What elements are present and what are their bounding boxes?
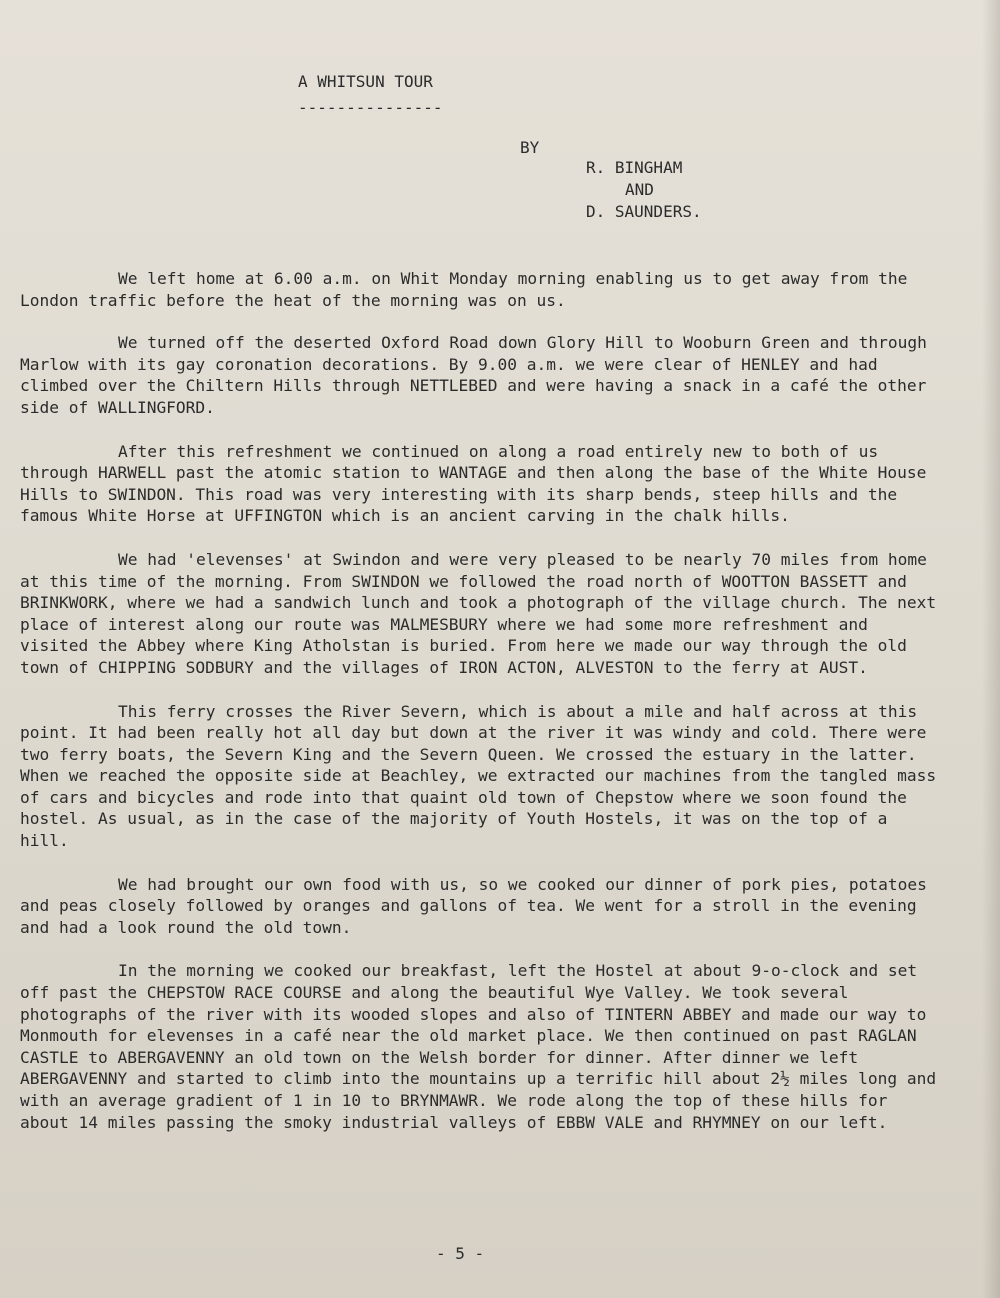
article-title: A WHITSUN TOUR (298, 72, 433, 91)
page-number: - 5 - (436, 1244, 485, 1263)
article-body (20, 268, 940, 1155)
paragraph: In the morning we cooked our breakfast, left the Hostel at about 9-o-clock and set off past the CHEPSTOW RACE COURSE and along the beautiful Wye Valley. We took several photographs of the river with its wooded slopes and also of TINTERN ABBEY and made our way to Monmouth for elevenses in a café near the old market place. We then continued on past RAGLAN CASTLE to ABERGAVENNY an old town on the Welsh border for dinner. After dinner we left ABERGAVENNY and started to climb into the mountains up a terrific hill about 2½ miles long and with an average gradient of 1 in 10 to BRYNMAWR. We rode along the top of these hills for about 14 miles passing the smoky industrial valleys of EBBW VALE and RHYMNEY on our left. (20, 961, 937, 1132)
paragraph: We left home at 6.00 a.m. on Whit Monday morning enabling us to get away from the London traffic before the heat of the morning was on us. (20, 269, 908, 310)
page-edge-shadow (982, 0, 1000, 1298)
paragraph: After this refreshment we continued on along a road entirely new to both of us through HARWELL past the atomic station to WANTAGE and then along the base of the White House Hills to SWINDON. This road was very interesting with its sharp bends, steep hills and the famous White Horse at UFFINGTON which is an ancient carving in the chalk hills. (20, 441, 927, 526)
title-underline: --------------- (298, 98, 443, 117)
paragraph: We had brought our own food with us, so we cooked our dinner of pork pies, potatoes and peas closely followed by oranges and gallons of tea. We went for a stroll in the evening and had a look round the old town. (20, 874, 927, 937)
author-name: D. SAUNDERS. (586, 202, 702, 221)
author-name: R. BINGHAM (586, 158, 683, 177)
paragraph: This ferry crosses the River Severn, which is about a mile and half across at this point. It had been really hot all day but down at the river it was windy and cold. There were two ferry boats, the Severn King and the Severn Queen. We crossed the estuary in the latter. When we reached the opposite side at Beachley, we extracted our machines from the tangled mass of cars and bicycles and rode into that quaint old town of Chepstow where we soon found the hostel. As usual, as in the case of the majority of Youth Hostels, it was on the top of a hill. (20, 701, 937, 851)
paragraph: We turned off the deserted Oxford Road down Glory Hill to Wooburn Green and through Marlow with its gay coronation decorations. By 9.00 a.m. we were clear of HENLEY and had climbed over the Chiltern Hills through NETTLEBED and were having a snack in a café the other side of WALLINGFORD. (20, 333, 927, 417)
byline-and: AND (625, 180, 654, 199)
paragraph: We had 'elevenses' at Swindon and were very pleased to be nearly 70 miles from home at this time of the morning. From SWINDON we followed the road north of WOOTTON BASSETT and BRINKWORK, where we had a sandwich lunch and took a photograph of the village church. The next place of interest along our route was MALMESBURY where we had some more refreshment and visited the Abbey where King Atholstan is buried. From here we made our way through the old town of CHIPPING SODBURY and the villages of IRON ACTON, ALVESTON to the ferry at AUST. (20, 549, 937, 677)
byline-by: BY (520, 138, 540, 157)
